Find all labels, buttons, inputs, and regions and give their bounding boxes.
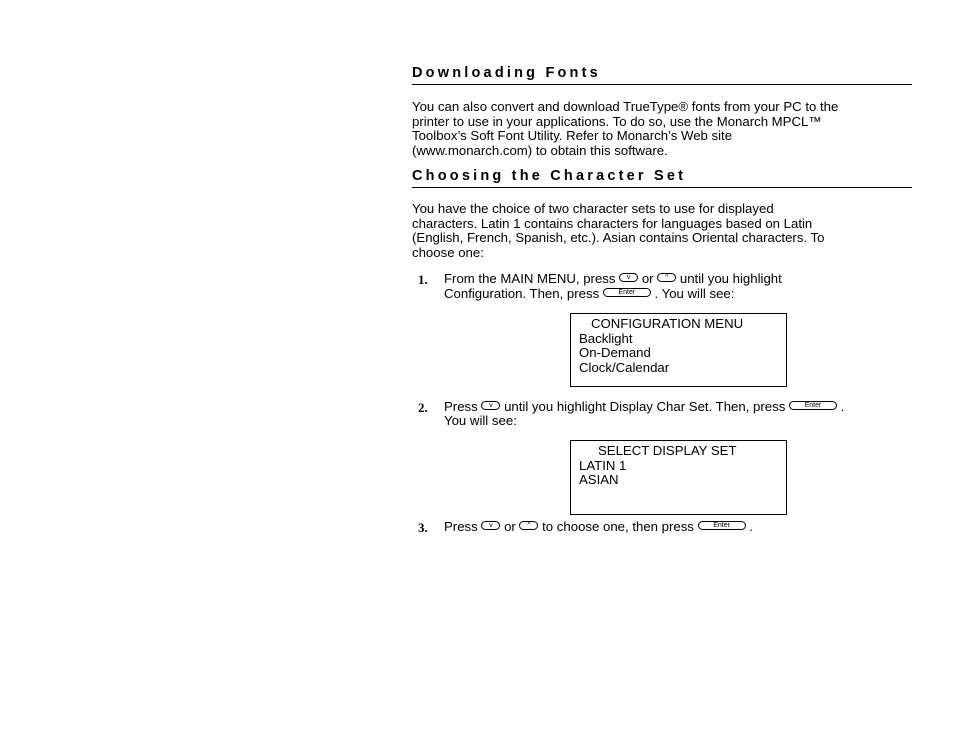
enter-key-icon: Enter xyxy=(698,521,746,530)
down-arrow-key-icon: v xyxy=(481,401,500,410)
up-arrow-key-icon: ^ xyxy=(519,521,538,530)
step-number: 1. xyxy=(418,272,428,287)
paragraph-line: You have the choice of two character sets to use for displayed xyxy=(412,201,774,216)
display-title: CONFIGURATION MENU xyxy=(591,316,744,331)
display-item: LATIN 1 xyxy=(579,457,627,473)
step-2-line-2 xyxy=(444,414,517,429)
step-text: . xyxy=(840,399,845,414)
step-text: . You will see: xyxy=(654,286,735,301)
step-1-line-1 xyxy=(444,272,782,287)
step-text: until you highlight Display Char Set. Then, press xyxy=(504,399,786,414)
paragraph-line: You can also convert and download TrueType® fonts from your PC to the xyxy=(412,99,839,114)
display-item: ASIAN xyxy=(579,472,619,488)
step-text: . xyxy=(749,519,753,534)
step-text: Configuration. Then, press xyxy=(444,286,600,301)
step-number: 2. xyxy=(418,400,428,415)
display-item: Backlight xyxy=(579,330,633,346)
paragraph-line: printer to use in your applications. To do so, use the Monarch MPCL™ xyxy=(412,113,822,129)
paragraph-line: characters. Latin 1 contains characters for languages based on Latin xyxy=(412,215,813,231)
enter-key-icon: Enter xyxy=(603,288,651,297)
paragraph-line: choose one: xyxy=(412,244,484,260)
paragraph-line: Toolbox’s Soft Font Utility. Refer to Monarch’s Web site xyxy=(412,128,733,144)
paragraph-line: (www.monarch.com) to obtain this software. xyxy=(412,142,668,158)
display-item: On-Demand xyxy=(579,345,651,361)
up-arrow-key-icon: ^ xyxy=(657,273,676,282)
step-text: Press xyxy=(444,519,478,534)
step-text: to choose one, then press xyxy=(542,519,694,534)
step-text: From the MAIN MENU, press xyxy=(444,271,616,286)
step-1-line-2 xyxy=(444,287,734,302)
step-3-line-1 xyxy=(444,520,753,535)
section-heading-character-set: Choosing the Character Set xyxy=(412,168,912,188)
step-number: 3. xyxy=(418,520,428,535)
down-arrow-key-icon: v xyxy=(481,521,500,530)
downloading-fonts-paragraph xyxy=(412,100,917,158)
section-heading-downloading-fonts: Downloading Fonts xyxy=(412,65,912,85)
display-item: Clock/Calendar xyxy=(579,359,670,375)
step-text: until you highlight xyxy=(679,271,782,286)
configuration-menu-display xyxy=(570,313,787,387)
down-arrow-key-icon: v xyxy=(619,273,638,282)
step-text: or xyxy=(641,271,654,286)
step-text: or xyxy=(504,519,516,534)
character-set-paragraph xyxy=(412,202,917,260)
select-display-set-display xyxy=(570,440,787,515)
step-text: You will see: xyxy=(444,413,517,428)
enter-key-icon: Enter xyxy=(789,401,837,410)
paragraph-line: (English, French, Spanish, etc.). Asian contains Oriental characters. To xyxy=(412,230,825,246)
display-title: SELECT DISPLAY SET xyxy=(598,443,737,458)
step-text: Press xyxy=(444,399,478,414)
